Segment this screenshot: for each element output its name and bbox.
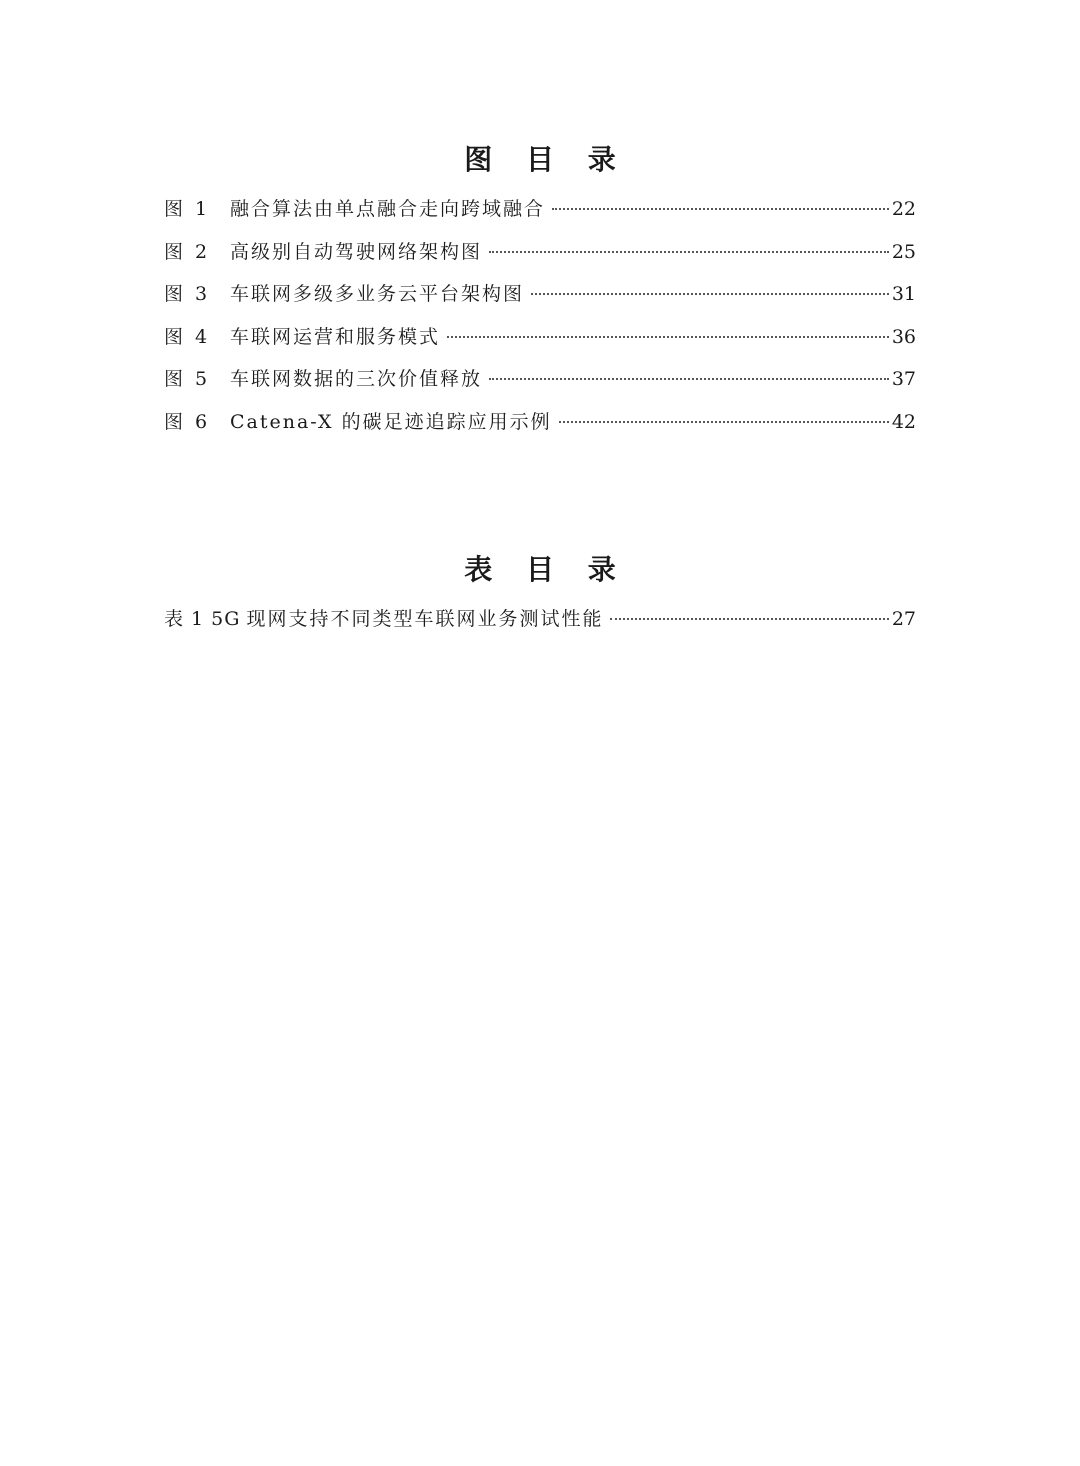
figure-entry-1[interactable] [164,194,916,237]
table-entry-1[interactable] [164,604,916,647]
dot-leader [489,251,889,253]
figure-title: 车联网数据的三次价值释放 [230,368,483,390]
page-number: 31 [891,283,916,305]
figure-title: 融合算法由单点融合走向跨域融合 [230,198,546,220]
figure-label: 图 3 [164,283,208,305]
figure-label: 图 1 [164,198,208,220]
figure-label: 图 6 [164,410,208,433]
figure-title: 车联网多级多业务云平台架构图 [230,283,525,305]
figure-label: 图 4 [164,325,208,348]
page-number: 22 [891,198,916,220]
figure-entry-4[interactable] [164,322,916,365]
dot-leader [447,336,889,338]
dot-leader [610,618,888,620]
page-number: 42 [891,410,916,433]
table-title: 现网支持不同类型车联网业务测试性能 [246,608,604,630]
page-number: 36 [891,325,916,348]
figure-title: Catena-X 的碳足迹追踪应用示例 [230,410,552,433]
dot-leader [531,293,889,295]
table-list [164,604,916,647]
figure-entry-6[interactable] [164,407,916,450]
dot-leader [559,421,889,423]
figure-list-heading: 图 目 录 [464,143,628,176]
figure-entry-5[interactable] [164,364,916,407]
figure-title: 高级别自动驾驶网络架构图 [230,240,483,263]
page-number: 27 [891,608,916,630]
dot-leader [552,208,889,210]
page-number: 25 [891,240,916,263]
figure-title: 车联网运营和服务模式 [230,325,441,348]
figure-label: 图 2 [164,240,208,263]
table-list-heading: 表 目 录 [464,553,628,586]
figure-list [164,194,916,449]
dot-leader [489,378,889,380]
figure-entry-3[interactable] [164,279,916,322]
table-label: 表 1 5G [164,608,241,630]
figure-entry-2[interactable] [164,237,916,280]
page-number: 37 [891,368,916,390]
figure-label: 图 5 [164,368,208,390]
